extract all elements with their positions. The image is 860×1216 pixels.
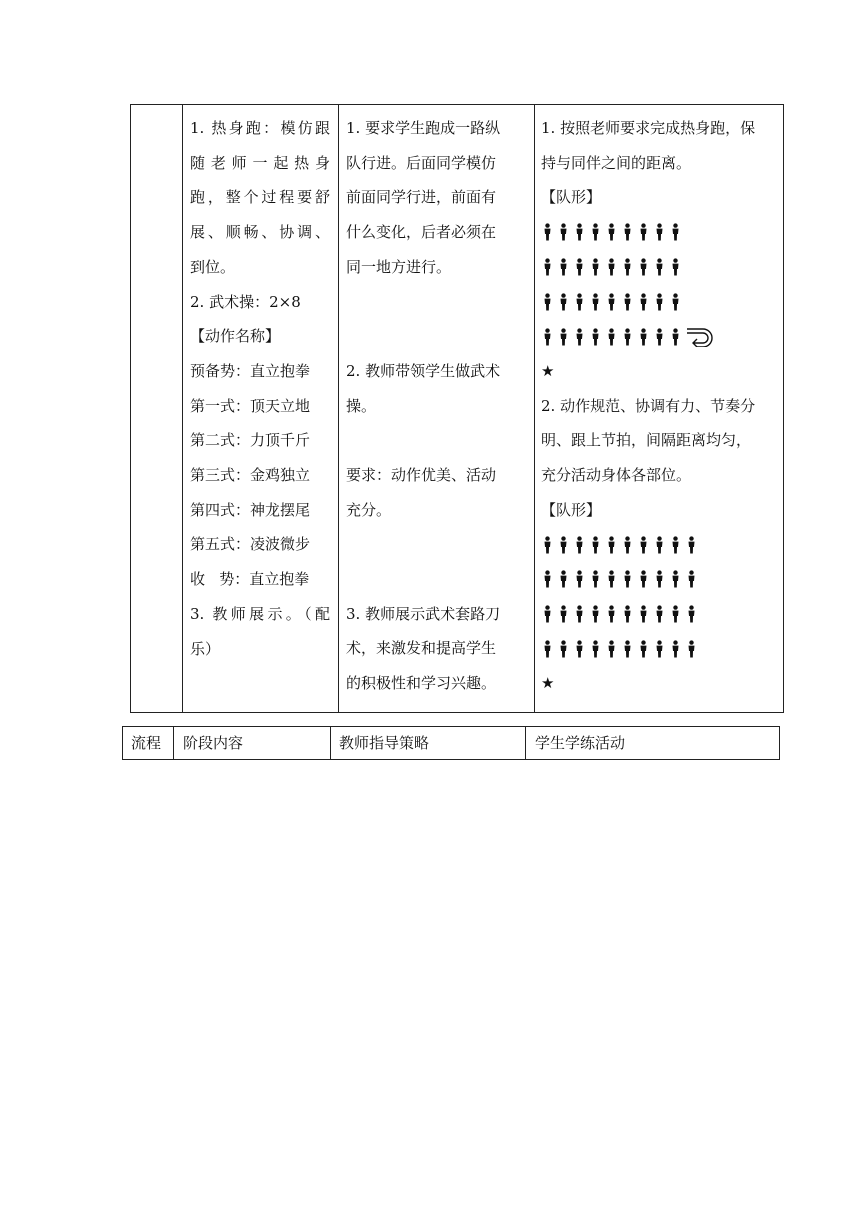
teacher-line: 1. 要求学生跑成一路纵: [346, 119, 501, 137]
student-person-icon: [605, 223, 618, 241]
student-person-icon: [605, 605, 618, 623]
formation-row: [541, 631, 779, 666]
student-person-icon: [589, 605, 602, 623]
student-person-icon: [573, 640, 586, 658]
student-person-icon: [669, 223, 682, 241]
student-person-icon: [605, 640, 618, 658]
student-person-icon: [557, 605, 570, 623]
student-person-icon: [541, 570, 554, 588]
header-process: 流程: [131, 734, 162, 752]
student-person-icon: [669, 536, 682, 554]
student-person-icon: [637, 258, 650, 276]
formation-diagram-exercise: [541, 527, 779, 666]
student-person-icon: [589, 223, 602, 241]
formation-row: [541, 527, 779, 562]
content-line: 乐）: [190, 639, 221, 658]
student-person-icon: [573, 605, 586, 623]
stage-content-cell: [190, 111, 330, 666]
student-person-icon: [573, 223, 586, 241]
student-person-icon: [669, 293, 682, 311]
content-line: 1. 热身跑：模仿跟: [190, 119, 330, 137]
formation-row: [541, 597, 779, 632]
student-person-icon: [637, 640, 650, 658]
column-divider: [182, 105, 183, 712]
student-person-icon: [621, 258, 634, 276]
teacher-line: 队行进。后面同学模仿: [346, 153, 497, 172]
content-line: 到位。: [190, 257, 236, 276]
student-person-icon: [685, 640, 698, 658]
student-person-icon: [573, 293, 586, 311]
teacher-strategy-cell: [346, 111, 528, 701]
student-person-icon: [605, 570, 618, 588]
student-person-icon: [541, 258, 554, 276]
formation-row: [541, 319, 779, 354]
content-line: 3. 教师展示。（配: [190, 604, 330, 623]
student-person-icon: [557, 570, 570, 588]
content-line: 第四式：神龙摆尾: [190, 500, 311, 519]
content-line: 收 势：直立抱拳: [190, 570, 310, 589]
student-person-icon: [621, 640, 634, 658]
student-person-icon: [589, 328, 602, 346]
teacher-star-icon: ★: [541, 361, 555, 380]
student-person-icon: [589, 640, 602, 658]
content-line: 【动作名称】: [190, 327, 281, 346]
teacher-star-icon: ★: [541, 674, 555, 693]
student-person-icon: [621, 536, 634, 554]
content-line: 跑，整个过程要舒: [190, 188, 330, 207]
student-person-icon: [589, 258, 602, 276]
u-turn-arrow-icon: [685, 327, 715, 347]
student-person-icon: [541, 605, 554, 623]
teacher-line: 3. 教师展示武术套路刀: [346, 604, 501, 623]
header-student-activity: 学生学练活动: [535, 734, 626, 752]
student-line: 1. 按照老师要求完成热身跑，保: [541, 119, 756, 137]
student-person-icon: [605, 293, 618, 311]
student-person-icon: [637, 536, 650, 554]
student-person-icon: [541, 536, 554, 554]
content-line: 展、顺畅、协调、: [190, 223, 330, 242]
student-person-icon: [605, 258, 618, 276]
student-person-icon: [653, 293, 666, 311]
student-person-icon: [637, 328, 650, 346]
student-person-icon: [669, 640, 682, 658]
header-row-table: [122, 726, 780, 760]
student-person-icon: [557, 640, 570, 658]
content-line: 第三式：金鸡独立: [190, 466, 311, 485]
student-person-icon: [669, 328, 682, 346]
student-person-icon: [621, 328, 634, 346]
content-line: 第二式：力顶千斤: [190, 431, 311, 450]
student-person-icon: [621, 570, 634, 588]
student-person-icon: [653, 328, 666, 346]
student-person-icon: [541, 223, 554, 241]
student-person-icon: [637, 605, 650, 623]
content-line: 第一式：顶天立地: [190, 396, 311, 415]
student-person-icon: [653, 258, 666, 276]
formation-row: [541, 284, 779, 319]
student-person-icon: [621, 293, 634, 311]
student-person-icon: [605, 536, 618, 554]
student-person-icon: [653, 640, 666, 658]
formation-row: [541, 215, 779, 250]
student-person-icon: [557, 328, 570, 346]
formation-row: [541, 562, 779, 597]
header-stage-content: 阶段内容: [183, 734, 244, 752]
student-line: 充分活动身体各部位。: [541, 465, 692, 484]
student-person-icon: [589, 570, 602, 588]
formation-row: [541, 250, 779, 285]
student-person-icon: [685, 570, 698, 588]
student-person-icon: [557, 258, 570, 276]
column-divider: [525, 727, 526, 759]
student-person-icon: [653, 570, 666, 588]
header-teacher-strategy: 教师指导策略: [339, 734, 430, 752]
teacher-line: 同一地方进行。: [346, 257, 452, 276]
student-person-icon: [621, 605, 634, 623]
teacher-line: 的积极性和学习兴趣。: [346, 674, 497, 693]
student-line: 明、跟上节拍，间隔距离均匀，: [541, 431, 752, 450]
formation-diagram-run: [541, 215, 779, 354]
student-person-icon: [589, 293, 602, 311]
teacher-line: 什么变化，后者必须在: [346, 223, 497, 242]
student-person-icon: [541, 640, 554, 658]
student-person-icon: [557, 536, 570, 554]
teacher-line: 充分。: [346, 500, 392, 519]
student-person-icon: [653, 536, 666, 554]
student-person-icon: [589, 536, 602, 554]
student-person-icon: [557, 293, 570, 311]
student-person-icon: [685, 605, 698, 623]
student-person-icon: [669, 605, 682, 623]
teacher-line: 要求：动作优美、活动: [346, 465, 497, 484]
student-person-icon: [541, 328, 554, 346]
student-person-icon: [669, 570, 682, 588]
student-activity-cell: [541, 111, 779, 701]
formation-label: 【队形】: [541, 188, 602, 207]
column-divider: [173, 727, 174, 759]
column-divider: [330, 727, 331, 759]
student-person-icon: [573, 328, 586, 346]
student-person-icon: [637, 223, 650, 241]
content-line: 2. 武术操：2×8: [190, 292, 301, 311]
student-person-icon: [621, 223, 634, 241]
student-person-icon: [541, 293, 554, 311]
column-divider: [338, 105, 339, 712]
student-person-icon: [637, 570, 650, 588]
content-line: 随 老 师 一 起 热 身: [190, 153, 330, 172]
student-person-icon: [669, 258, 682, 276]
teacher-line: 前面同学行进，前面有: [346, 188, 497, 207]
student-person-icon: [653, 223, 666, 241]
formation-label: 【队形】: [541, 500, 602, 519]
lesson-table: [130, 104, 784, 713]
teacher-line: 操。: [346, 396, 377, 415]
student-person-icon: [637, 293, 650, 311]
student-person-icon: [685, 536, 698, 554]
student-person-icon: [653, 605, 666, 623]
content-line: 预备势：直立抱拳: [190, 361, 311, 380]
student-line: 持与同伴之间的距离。: [541, 153, 692, 172]
student-person-icon: [557, 223, 570, 241]
student-person-icon: [605, 328, 618, 346]
student-line: 2. 动作规范、协调有力、节奏分: [541, 396, 756, 415]
teacher-line: 术，来激发和提高学生: [346, 639, 497, 658]
student-person-icon: [573, 536, 586, 554]
column-divider: [534, 105, 535, 712]
teacher-line: 2. 教师带领学生做武术: [346, 361, 501, 380]
student-person-icon: [573, 570, 586, 588]
student-person-icon: [573, 258, 586, 276]
content-line: 第五式：凌波微步: [190, 535, 311, 554]
